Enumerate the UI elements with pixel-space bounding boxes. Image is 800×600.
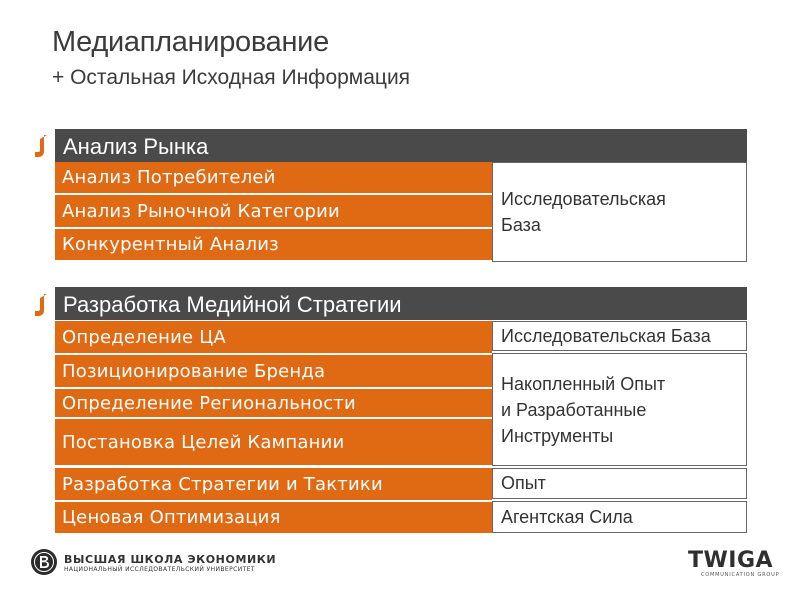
- row-brand-positioning: Позиционирование Бренда: [55, 355, 492, 387]
- row-category-analysis: Анализ Рыночной Категории: [55, 195, 492, 227]
- row-consumer-analysis: Анализ Потребителей: [55, 162, 492, 193]
- row-competitive-analysis: Конкурентный Анализ: [55, 229, 492, 260]
- box-experience: Опыт: [492, 468, 747, 499]
- box-research-base: [492, 162, 747, 262]
- box-agency-power: Агентская Сила: [492, 501, 747, 533]
- bullet-icon: [32, 292, 50, 318]
- section-heading-market-analysis: Анализ Рынка: [55, 129, 747, 162]
- section-heading-media-strategy: Разработка Медийной Стратегии: [55, 287, 747, 320]
- row-strategy-tactics: Разработка Стратегии и Тактики: [55, 468, 492, 500]
- row-campaign-goals: Постановка Целей Кампании: [55, 419, 492, 465]
- box-research-base-2: Исследовательская База: [492, 321, 747, 351]
- hse-name: ВЫСШАЯ ШКОЛА ЭКОНОМИКИ: [64, 553, 277, 566]
- box-line: Накопленный Опыт: [501, 373, 666, 394]
- box-line: Инструменты: [501, 425, 614, 446]
- hse-logo-icon: [30, 548, 58, 576]
- row-target-audience: Определение ЦА: [55, 321, 492, 353]
- box-line: и Разработанные: [501, 399, 647, 420]
- box-line: База: [501, 215, 541, 235]
- twiga-logo-subtitle: COMMUNICATION GROUP: [701, 572, 780, 578]
- twiga-logo: TWIGA: [688, 548, 774, 573]
- row-price-optimization: Ценовая Оптимизация: [55, 502, 492, 533]
- box-line: Исследовательская: [501, 189, 666, 209]
- row-regionality: Определение Региональности: [55, 389, 492, 417]
- box-experience-tools: [492, 353, 747, 466]
- hse-subtitle: НАЦИОНАЛЬНЫЙ ИССЛЕДОВАТЕЛЬСКИЙ УНИВЕРСИТЕТ: [64, 566, 255, 573]
- bullet-icon: [32, 133, 50, 159]
- page-subtitle: + Остальная Исходная Информация: [52, 66, 411, 89]
- page-title: Медиапланирование: [52, 26, 329, 58]
